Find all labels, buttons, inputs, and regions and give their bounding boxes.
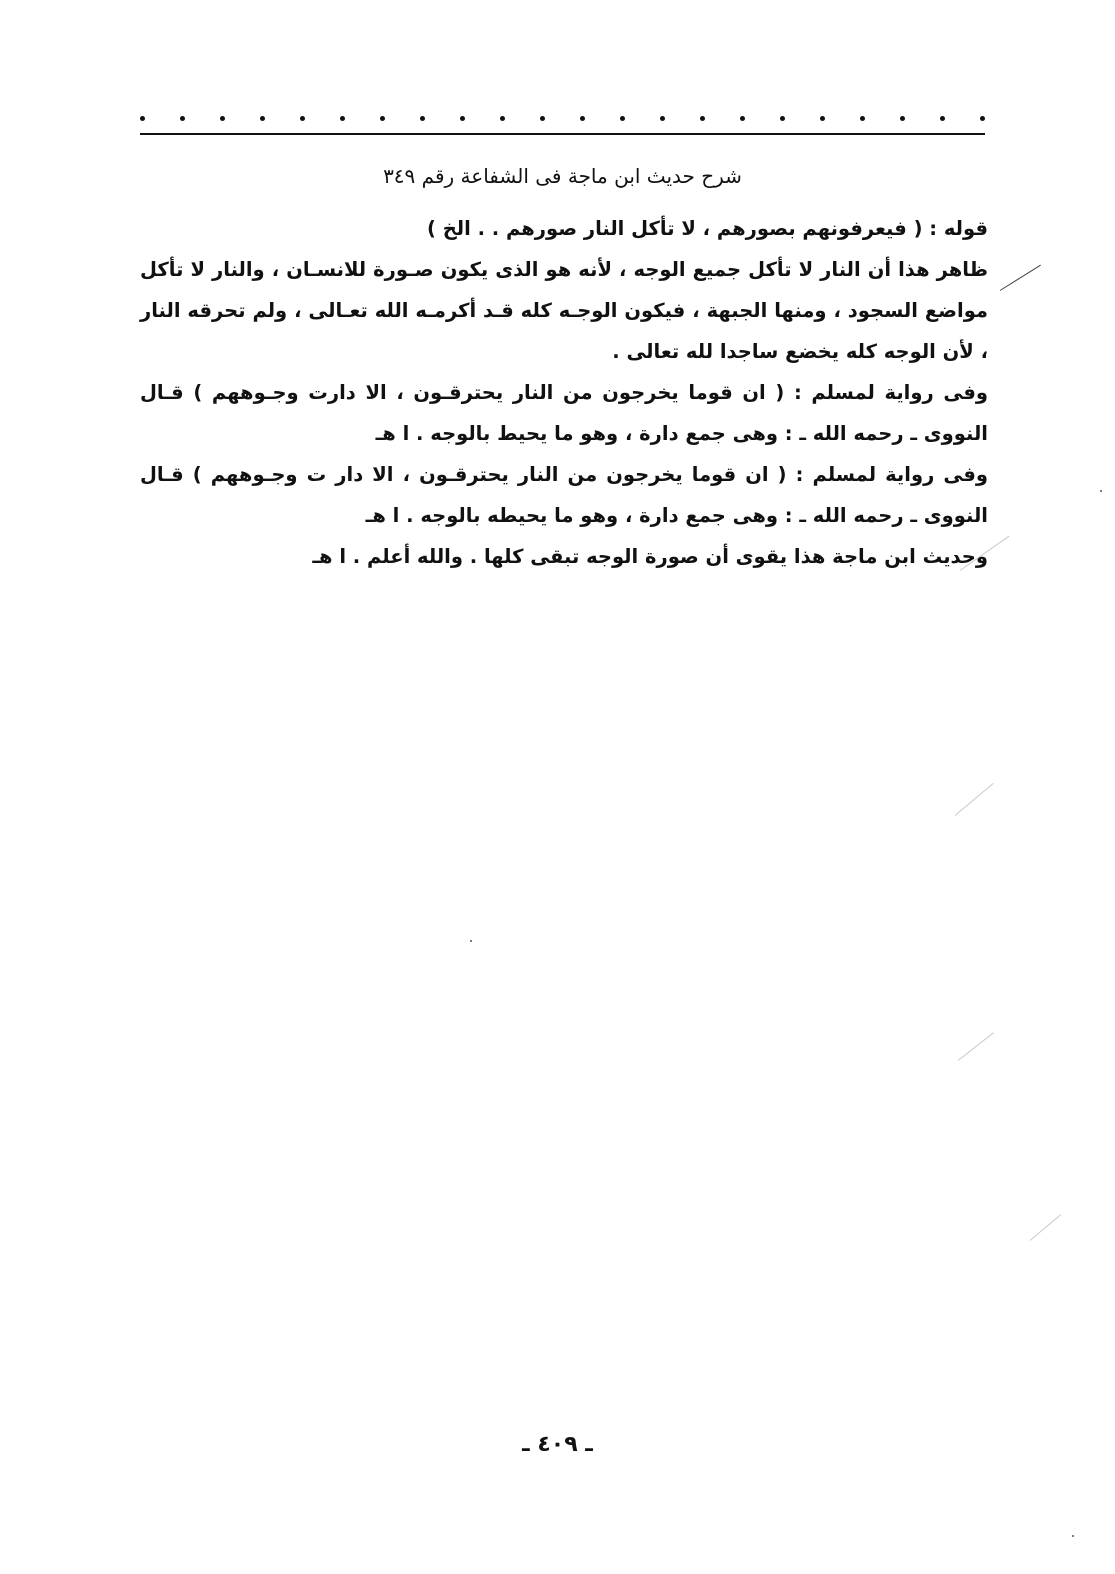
scan-mark [958,1032,994,1060]
border-dot [260,116,265,121]
border-dot [660,116,665,121]
section-heading: شرح حديث ابن ماجة فى الشفاعة رقم ٣٤٩ [383,164,742,188]
page-number: ـ ٤٠٩ ـ [522,1432,593,1457]
border-dot [340,116,345,121]
border-dot [700,116,705,121]
paragraph-conclusion: وحديث ابن ماجة هذا يقوى أن صورة الوجه تبقى كلها . والله أعلم . ا هـ [312,545,988,568]
border-dot [460,116,465,121]
paragraph-muslim-narration-1: وفى رواية لمسلم : ( ان قوما يخرجون من النار يحترقـون ، الا دارت وجـوههم ) قـال النووى ـ رحمه الله ـ : وهى جمع دارة ، وهو ما يحيط بالوجه . ا هـ [140,381,988,445]
border-dot [860,116,865,121]
border-dot [780,116,785,121]
scan-mark [955,783,994,816]
border-dot [980,116,985,121]
scan-speck [470,940,472,942]
border-dot [220,116,225,121]
border-dot [180,116,185,121]
scan-mark [1000,265,1041,291]
dotted-border [140,108,985,128]
body-text [140,208,988,577]
scan-speck [1100,490,1102,492]
border-dot [900,116,905,121]
border-dot [940,116,945,121]
paragraph-muslim-narration-2: وفى رواية لمسلم : ( ان قوما يخرجون من النار يحترقـون ، الا دار ت وجـوههم ) قـال النووى ـ رحمه الله ـ : وهى جمع دارة ، وهو ما يحيطه بالوجه . ا هـ [140,463,988,527]
border-dot [380,116,385,121]
border-dot [580,116,585,121]
scan-speck [1072,1535,1074,1537]
border-dot [300,116,305,121]
border-dot [140,116,145,121]
paragraph-explanation: ظاهر هذا أن النار لا تأكل جميع الوجه ، لأنه هو الذى يكون صـورة للانسـان ، والنار لا تأكل مواضع السجود ، ومنها الجبهة ، فيكون الوجـه كله قـد أكرمـه الله تعـالى ، ولم تحرقه النار ، لأن الوجه كله يخضع ساجدا لله تعالى . [140,258,988,363]
scan-mark [1030,1214,1061,1240]
border-dot [540,116,545,121]
border-dot [620,116,625,121]
header-rule [140,133,985,135]
paragraph-quote: قوله : ( فيعرفونهم بصورهم ، لا تأكل النار صورهم . . الخ ) [427,217,988,240]
border-dot [500,116,505,121]
border-dot [820,116,825,121]
border-dot [420,116,425,121]
border-dot [740,116,745,121]
